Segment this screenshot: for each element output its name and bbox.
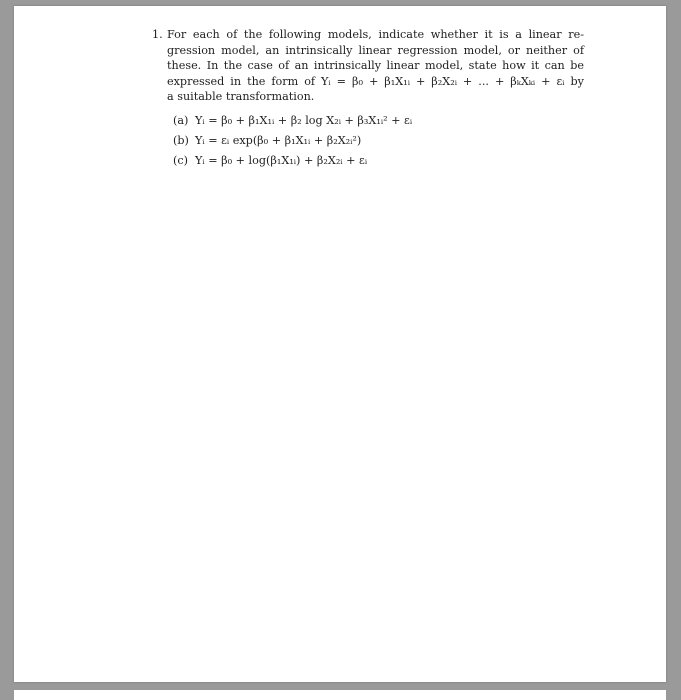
problem-1: [152, 27, 584, 171]
subparts-list: [173, 111, 584, 171]
statement-line: expressed in the form of Yᵢ = β₀ + β₁X₁ᵢ + β₂X₂ᵢ + ... + βₖXₖᵢ + εᵢ by: [167, 74, 584, 88]
subpart-label: (c): [173, 154, 188, 168]
problem-statement: [167, 27, 584, 105]
equation: Yᵢ = β₀ + log(β₁X₁ᵢ) + β₂X₂ᵢ + εᵢ: [195, 154, 368, 168]
subpart-c: [173, 151, 584, 171]
subpart-label: (a): [173, 114, 189, 128]
equation: Yᵢ = β₀ + β₁X₁ᵢ + β₂ log X₂ᵢ + β₃X₁ᵢ² + εᵢ: [195, 114, 413, 128]
statement-line: these. In the case of an intrinsically linear model, state how it can be: [167, 59, 584, 73]
next-page-edge: [14, 690, 666, 700]
equation: Yᵢ = εᵢ exp(β₀ + β₁X₁ᵢ + β₂X₂ᵢ²): [195, 134, 362, 148]
document-page: [14, 6, 666, 682]
subpart-b: [173, 131, 584, 151]
problem-number: 1.: [152, 28, 163, 41]
statement-line: gression model, an intrinsically linear regression model, or neither of: [167, 43, 584, 57]
subpart-label: (b): [173, 134, 189, 148]
statement-line: a suitable transformation.: [167, 90, 315, 104]
subpart-a: [173, 111, 584, 131]
statement-line: For each of the following models, indicate whether it is a linear re-: [167, 28, 584, 41]
